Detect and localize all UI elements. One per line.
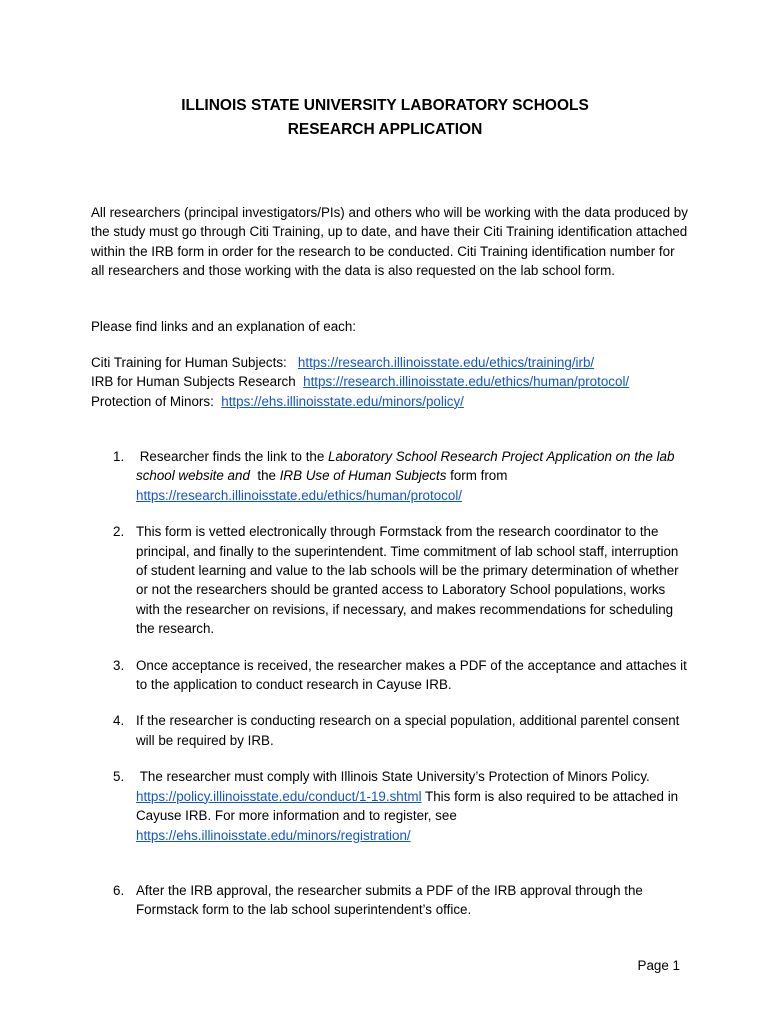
step-number: 2. bbox=[113, 524, 125, 540]
minors-registration-link[interactable]: https://ehs.illinoisstate.edu/minors/registration/ bbox=[136, 827, 411, 843]
list-item bbox=[91, 447, 691, 505]
link-row-minors bbox=[91, 392, 629, 411]
link-row-citi bbox=[91, 353, 629, 372]
list-item bbox=[91, 711, 691, 750]
document-title bbox=[0, 94, 770, 142]
intro-paragraph: All researchers (principal investigators/PIs) and others who will be working with the data produced by the study must go through Citi Training, up to date, and have their Citi Training identification attached within the IRB form in order for the research to be conducted. Citi Training identification number for all researchers and those working with the data is also requested on the lab school form. bbox=[91, 205, 688, 279]
irb-protocol-link[interactable]: https://research.illinoisstate.edu/ethics/human/protocol/ bbox=[136, 487, 463, 503]
step-text: the bbox=[249, 468, 280, 484]
list-item bbox=[91, 881, 691, 920]
step-text: form from bbox=[446, 468, 508, 484]
step-text: This form is also required to be attached in Cayuse IRB. For more information and to register, see bbox=[136, 788, 679, 824]
step-text: Researcher finds the link to the bbox=[139, 449, 329, 464]
page-number: Page 1 bbox=[637, 958, 680, 973]
citi-training-link[interactable]: https://research.illinoisstate.edu/ethics/training/irb/ bbox=[297, 355, 595, 370]
step-number: 1. bbox=[113, 449, 125, 464]
step-number: 6. bbox=[113, 882, 125, 898]
steps-list bbox=[91, 447, 691, 920]
links-intro: Please find links and an explanation of each: bbox=[91, 319, 357, 334]
step-text: After the IRB approval, the researcher submits a PDF of the IRB approval through the Formstack form to the lab school superintendent’s office. bbox=[136, 882, 643, 918]
step-text: If the researcher is conducting research on a special population, additional parentel consent will be required by IRB. bbox=[136, 713, 680, 748]
list-item bbox=[91, 522, 691, 638]
step-italic-text: IRB Use of Human Subjects bbox=[279, 468, 447, 484]
irb-link[interactable]: https://research.illinoisstate.edu/ethics/human/protocol/ bbox=[303, 374, 630, 390]
title-line-1: ILLINOIS STATE UNIVERSITY LABORATORY SCHOOLS bbox=[181, 97, 589, 114]
list-item bbox=[91, 656, 691, 695]
link-row-irb bbox=[91, 372, 629, 391]
step-number: 3. bbox=[113, 657, 125, 673]
step-text: Once acceptance is received, the researcher makes a PDF of the acceptance and attaches it to the application to conduct research in Cayuse IRB. bbox=[136, 657, 687, 693]
step-number: 4. bbox=[113, 713, 125, 729]
protection-of-minors-link[interactable]: https://ehs.illinoisstate.edu/minors/policy/ bbox=[221, 393, 464, 409]
title-line-2: RESEARCH APPLICATION bbox=[287, 121, 483, 138]
step-italic-text: Laboratory School Research Project Application on the lab school website and bbox=[136, 449, 675, 484]
list-item bbox=[91, 767, 691, 845]
link-label: IRB for Human Subjects Research bbox=[91, 374, 296, 390]
link-label: Citi Training for Human Subjects: bbox=[91, 355, 287, 370]
step-text: The researcher must comply with Illinois State University’s Protection of Minors Policy. bbox=[139, 769, 650, 785]
policy-link[interactable]: https://policy.illinoisstate.edu/conduct/1-19.shtml bbox=[136, 788, 422, 804]
links-list bbox=[91, 353, 629, 411]
link-label: Protection of Minors: bbox=[91, 393, 214, 409]
step-text: This form is vetted electronically through Formstack from the research coordinator to the principal, and finally to the superintendent. Time commitment of lab school staff, interruption of student learning and value to the lab schools will be the primary determination of whether or not the researchers should be granted access to Laboratory School populations, works with the researcher on revisions, if necessary, and makes recommendations for scheduling the research. bbox=[136, 524, 679, 637]
step-number: 5. bbox=[113, 769, 125, 785]
